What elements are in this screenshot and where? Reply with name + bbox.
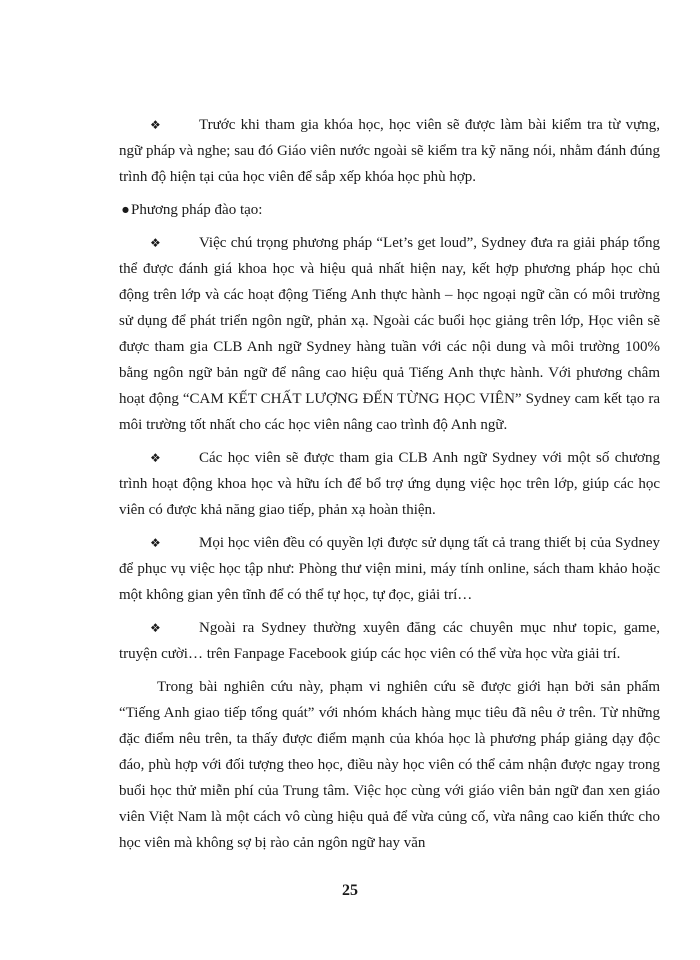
body-paragraph-research-scope — [119, 674, 660, 856]
diamond-bullet-icon: ❖ — [150, 536, 161, 550]
heading-text: Phương pháp đào tạo: — [130, 202, 263, 218]
bullet-paragraph-club — [119, 445, 660, 523]
bullet-paragraph-facilities — [119, 530, 660, 608]
diamond-bullet-icon: ❖ — [150, 236, 161, 250]
diamond-bullet-icon: ❖ — [150, 451, 161, 465]
bullet-paragraph-placement-test — [119, 112, 660, 190]
diamond-bullet-icon: ❖ — [150, 621, 161, 635]
diamond-bullet-icon: ❖ — [150, 118, 161, 132]
bullet-paragraph-method — [119, 230, 660, 438]
paragraph-text: Các học viên sẽ được tham gia CLB Anh ngữ Sydney với một số chương trình hoạt động khoa học và hữu ích để bổ trợ ứng dụng việc học trên lớp, giúp các học viên có được khả năng giao tiếp, phản xạ hoàn thiện. — [119, 450, 660, 518]
heading-training-method — [119, 197, 660, 223]
paragraph-text: Trong bài nghiên cứu này, phạm vi nghiên cứu sẽ được giới hạn bởi sản phẩm “Tiếng Anh giao tiếp tổng quát” với nhóm khách hàng mục tiêu đã nêu ở trên. Từ những đặc điểm nêu trên, ta thấy được điểm mạnh của khóa học là phương pháp giảng dạy độc đáo, phù hợp với đối tượng theo học, điều này học viên có thể cảm nhận được ngay trong buổi học thử miễn phí của Trung tâm. Việc học cùng với giáo viên bản ngữ đan xen giáo viên Việt Nam là một cách vô cùng hiệu quả để vừa củng cố, vừa nâng cao kiến thức cho học viên mà không sợ bị rào cản ngôn ngữ hay văn — [119, 679, 660, 851]
dot-bullet-icon: ● — [122, 205, 129, 214]
bullet-paragraph-fanpage — [119, 615, 660, 667]
page-number: 25 — [342, 882, 358, 899]
paragraph-text: Trước khi tham gia khóa học, học viên sẽ được làm bài kiểm tra từ vựng, ngữ pháp và nghe; sau đó Giáo viên nước ngoài sẽ kiểm tra kỹ năng nói, nhằm đánh đúng trình độ hiện tại của học viên để sắp xếp khóa học phù hợp. — [119, 117, 660, 185]
paragraph-text: Mọi học viên đều có quyền lợi được sử dụng tất cả trang thiết bị của Sydney để phục vụ việc học tập như: Phòng thư viện mini, máy tính online, sách tham khảo hoặc một không gian yên tĩnh để có thể tự học, tự đọc, giải trí… — [119, 535, 660, 603]
page-body — [119, 112, 660, 856]
paragraph-text: Ngoài ra Sydney thường xuyên đăng các chuyên mục như topic, game, truyện cười… trên Fanpage Facebook giúp các học viên có thể vừa học vừa giải trí. — [119, 620, 660, 662]
paragraph-text: Việc chú trọng phương pháp “Let’s get loud”, Sydney đưa ra giải pháp tổng thể được đánh giá khoa học và hiệu quả nhất hiện nay, kết hợp phương pháp học chủ động trên lớp và các hoạt động Tiếng Anh thực hành – học ngoại ngữ cần có môi trường sử dụng để phát triển ngôn ngữ, phản xạ. Ngoài các buổi học giảng trên lớp, Học viên sẽ được tham gia CLB Anh ngữ Sydney hàng tuần với các nội dung và môi trường 100% bằng ngôn ngữ bản ngữ để nâng cao hiệu quả Tiếng Anh thực hành. Với phương châm hoạt động “CAM KẾT CHẤT LƯỢNG ĐẾN TỪNG HỌC VIÊN” Sydney cam kết tạo ra môi trường tốt nhất cho các học viên nâng cao trình độ Anh ngữ. — [119, 235, 660, 433]
